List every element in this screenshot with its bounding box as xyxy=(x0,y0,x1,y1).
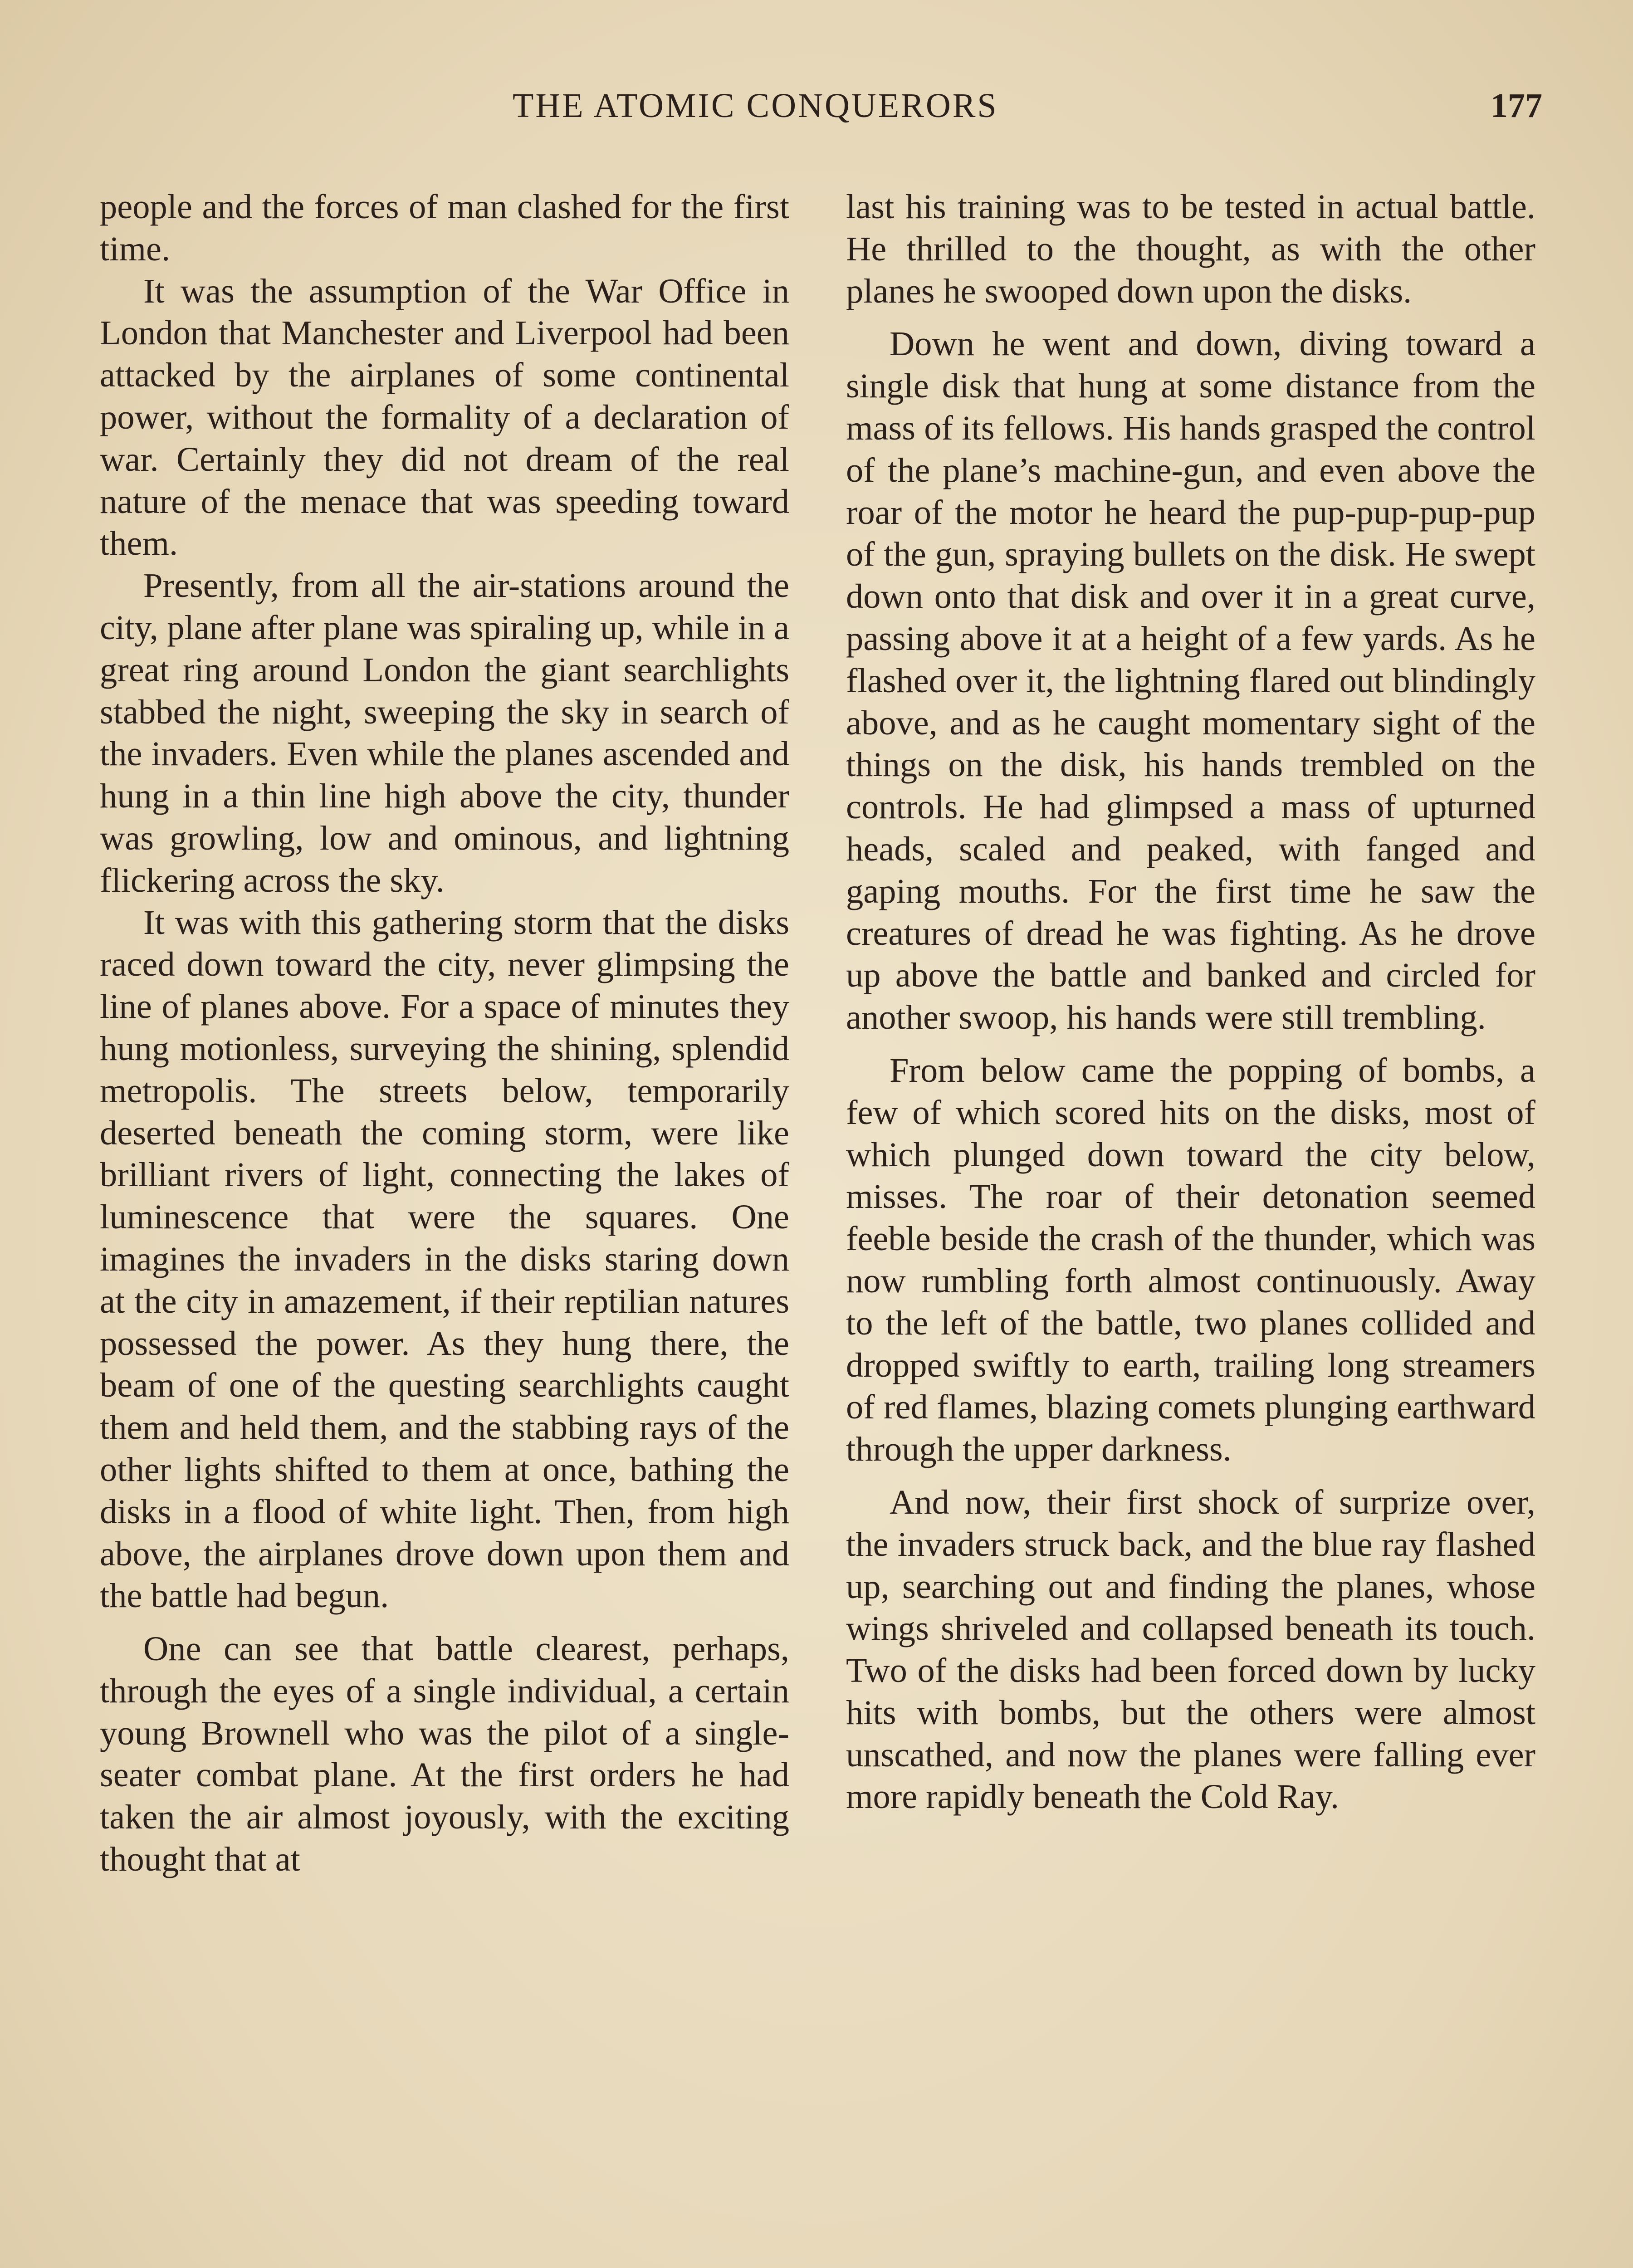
running-head-title: THE ATOMIC CONQUERORS xyxy=(513,87,998,125)
paragraph: Presently, from all the air-stations around the city, plane after plane was spiraling up, while in a great ring around London the giant searchlights stabbed the night, sweeping the sky in search of the invaders. Even while the planes ascended and hung in a thin line high above the city, thunder was growling, low and ominous, and lightning flickering across the sky. xyxy=(100,566,789,899)
paragraph: And now, their first shock of surprize over, the invaders struck back, and the blue ray flashed up, searching out and finding the planes, whose wings shriveled and collapsed beneath its touch. Two of the disks had been forced down by lucky hits with bombs, but the others were almost unscathed, and now the planes were falling ever more rapidly beneath the Cold Ray. xyxy=(846,1482,1535,1816)
paragraph: last his training was to be tested in actual battle. He thrilled to the thought, as with the other planes he swooped down upon the disks. xyxy=(846,187,1535,310)
right-text-column xyxy=(846,186,1535,1818)
page-number: 177 xyxy=(1491,87,1542,125)
paragraph: It was with this gathering storm that the disks raced down toward the city, never glimpsing the line of planes above. For a space of minutes they hung motionless, surveying the shining, splendid metropolis. The streets below, temporarily deserted beneath the coming storm, were like brilliant rivers of light, connecting the lakes of luminescence that were the squares. One imagines the invaders in the disks staring down at the city in amazement, if their reptilian natures possessed the power. As they hung there, the beam of one of the questing searchlights caught them and held them, and the stabbing rays of the other lights shifted to them at once, bathing the disks in a flood of white light. Then, from high above, the airplanes drove down upon them and the battle had begun. xyxy=(100,903,789,1615)
paragraph: One can see that battle clearest, perhaps, through the eyes of a single individual, a certain young Brownell who was the pilot of a single-seater combat plane. At the first orders he had taken the air almost joyously, with the exciting thought that at xyxy=(100,1629,789,1879)
paragraph: people and the forces of man clashed for the first time. xyxy=(100,187,789,268)
paragraph: Down he went and down, diving toward a single disk that hung at some distance from the mass of its fellows. His hands grasped the control of the plane’s machine-gun, and even above the roar of the motor he heard the pup-pup-pup-pup of the gun, spraying bullets on the disk. He swept down onto that disk and over it in a great curve, passing above it at a height of a few yards. As he flashed over it, the lightning flared out blindingly above, and as he caught momentary sight of the things on the disk, his hands trembled on the controls. He had glimpsed a mass of upturned heads, scaled and peaked, with fanged and gaping mouths. For the first time he saw the creatures of dread he was fighting. As he drove up above the battle and banked and circled for another swoop, his hands were still trembling. xyxy=(846,324,1535,1037)
left-text-column xyxy=(100,186,789,1881)
paragraph: It was the assumption of the War Office in London that Manchester and Liverpool had been attacked by the airplanes of some continental power, without the formality of a declaration of war. Certainly they did not dream of the real nature of the menace that was speeding toward them. xyxy=(100,271,789,563)
paragraph: From below came the popping of bombs, a few of which scored hits on the disks, most of which plunged down toward the city below, misses. The roar of their detonation seemed feeble beside the crash of the thunder, which was now rumbling forth almost continuously. Away to the left of the battle, two planes collided and dropped swiftly to earth, trailing long streamers of red flames, blazing comets plunging earthward through the upper darkness. xyxy=(846,1051,1535,1469)
